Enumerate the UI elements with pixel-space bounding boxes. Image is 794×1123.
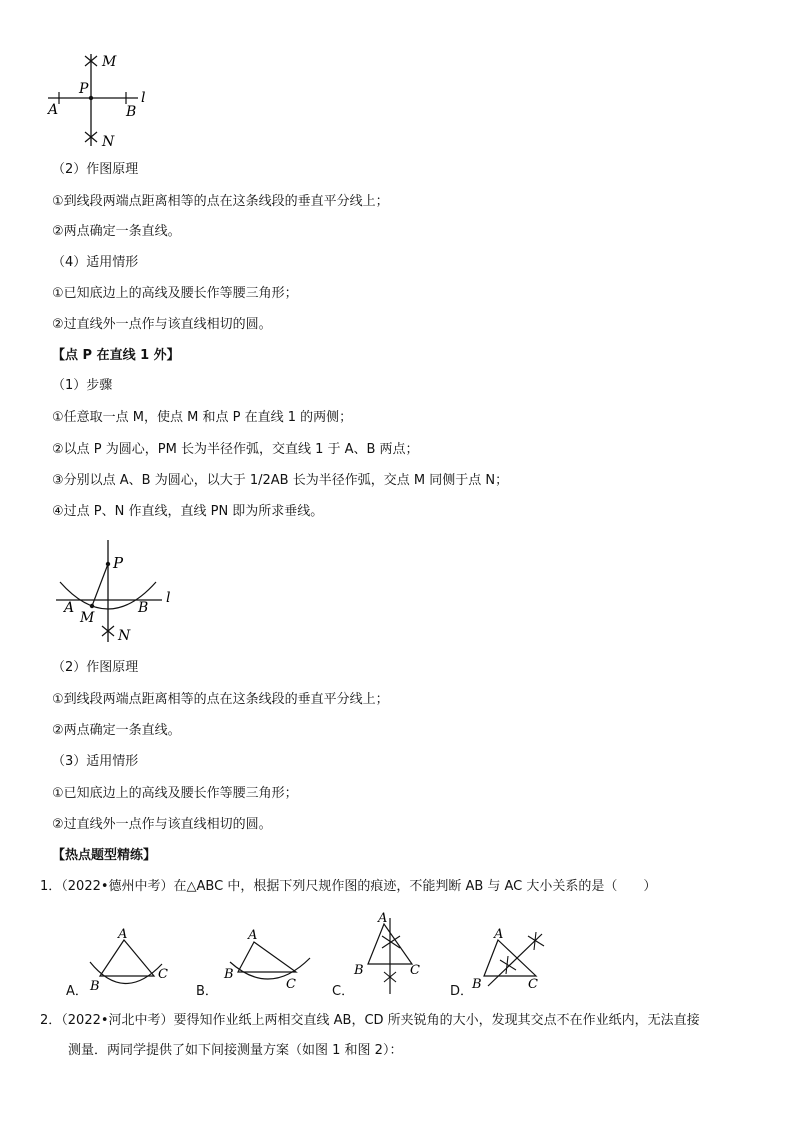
usage-heading-a: （4）适用情形 bbox=[52, 255, 139, 270]
label-l: l bbox=[141, 90, 146, 106]
label-p: P bbox=[79, 81, 89, 97]
q1-option-d-figure bbox=[470, 920, 560, 996]
q1-option-c-figure bbox=[350, 910, 434, 998]
principle-1-a: ①到线段两端点距离相等的点在这条线段的垂直平分线上； bbox=[52, 194, 389, 209]
label-m: M bbox=[80, 610, 95, 626]
label-c: C bbox=[528, 977, 538, 992]
label-a: A bbox=[248, 928, 258, 943]
label-c: C bbox=[410, 963, 420, 978]
usage-1-c: ①已知底边上的高线及腰长作等腰三角形； bbox=[52, 786, 298, 801]
triangle bbox=[238, 942, 296, 972]
label-c: C bbox=[286, 977, 296, 992]
triangle bbox=[484, 940, 536, 976]
q1-option-c-label: C． bbox=[332, 984, 355, 999]
label-b: B bbox=[126, 104, 137, 120]
principle-heading-a: （2）作图原理 bbox=[52, 162, 139, 177]
label-m: M bbox=[102, 54, 117, 70]
usage-2-a: ②过直线外一点作与该直线相切的圆。 bbox=[52, 317, 272, 332]
label-b: B bbox=[224, 967, 234, 982]
q1-option-b-label: B． bbox=[196, 984, 218, 999]
label-b: B bbox=[354, 963, 364, 978]
step-2: ②以点 P 为圆心，PM 长为半径作弧，交直线 1 于 A、B 两点； bbox=[52, 442, 419, 457]
section-title-point-outside: 【点 P 在直线 1 外】 bbox=[52, 348, 180, 363]
usage-heading-c: （3）适用情形 bbox=[52, 754, 139, 769]
practice-title: 【热点题型精练】 bbox=[52, 848, 157, 863]
principle-heading-c: （2）作图原理 bbox=[52, 660, 139, 675]
point-p bbox=[89, 96, 93, 100]
q1-option-a-label: A． bbox=[66, 984, 88, 999]
step-3: ③分别以点 A、B 为圆心，以大于 1/2AB 长为半径作弧，交点 M 同侧于点 N； bbox=[52, 473, 509, 488]
principle-1-c: ①到线段两端点距离相等的点在这条线段的垂直平分线上； bbox=[52, 692, 389, 707]
principle-2-c: ②两点确定一条直线。 bbox=[52, 723, 181, 738]
question-1: 1．（2022•德州中考）在△ABC 中，根据下列尺规作图的痕迹，不能判断 AB 与 AC 大小关系的是（ ） bbox=[40, 879, 657, 894]
label-p: P bbox=[113, 554, 124, 572]
steps-heading: （1）步骤 bbox=[52, 378, 113, 393]
label-n: N bbox=[118, 628, 131, 644]
step-4: ④过点 P、N 作直线，直线 PN 即为所求垂线。 bbox=[52, 504, 324, 519]
label-a: A bbox=[64, 600, 75, 616]
figure-perpendicular-outside bbox=[50, 536, 190, 646]
q1-option-d-label: D． bbox=[450, 984, 474, 999]
label-a: A bbox=[494, 927, 504, 942]
point-m bbox=[90, 604, 94, 608]
label-b: B bbox=[90, 979, 100, 994]
q1-option-a-figure bbox=[84, 924, 174, 998]
label-a: A bbox=[118, 927, 128, 942]
label-b: B bbox=[138, 600, 149, 616]
figure-perpendicular-on-line bbox=[44, 48, 164, 150]
label-n: N bbox=[102, 134, 115, 150]
principle-2-a: ②两点确定一条直线。 bbox=[52, 224, 181, 239]
label-b: B bbox=[472, 977, 482, 992]
usage-2-c: ②过直线外一点作与该直线相切的圆。 bbox=[52, 817, 272, 832]
question-2-line-2: 测量．两同学提供了如下间接测量方案（如图 1 和图 2）： bbox=[68, 1043, 403, 1058]
usage-1-a: ①已知底边上的高线及腰长作等腰三角形； bbox=[52, 286, 298, 301]
question-2-line-1: 2．（2022•河北中考）要得知作业纸上两相交直线 AB，CD 所夹锐角的大小，发现其交点不在作业纸内，无法直接 bbox=[40, 1013, 700, 1028]
point-p bbox=[106, 562, 110, 566]
q1-option-b-figure bbox=[220, 924, 320, 998]
step-1: ①任意取一点 M，使点 M 和点 P 在直线 1 的两侧； bbox=[52, 410, 353, 425]
triangle bbox=[100, 940, 154, 976]
arc bbox=[230, 958, 310, 979]
label-l: l bbox=[166, 590, 171, 606]
label-c: C bbox=[158, 967, 168, 982]
label-a: A bbox=[48, 102, 59, 118]
label-a: A bbox=[378, 911, 388, 926]
